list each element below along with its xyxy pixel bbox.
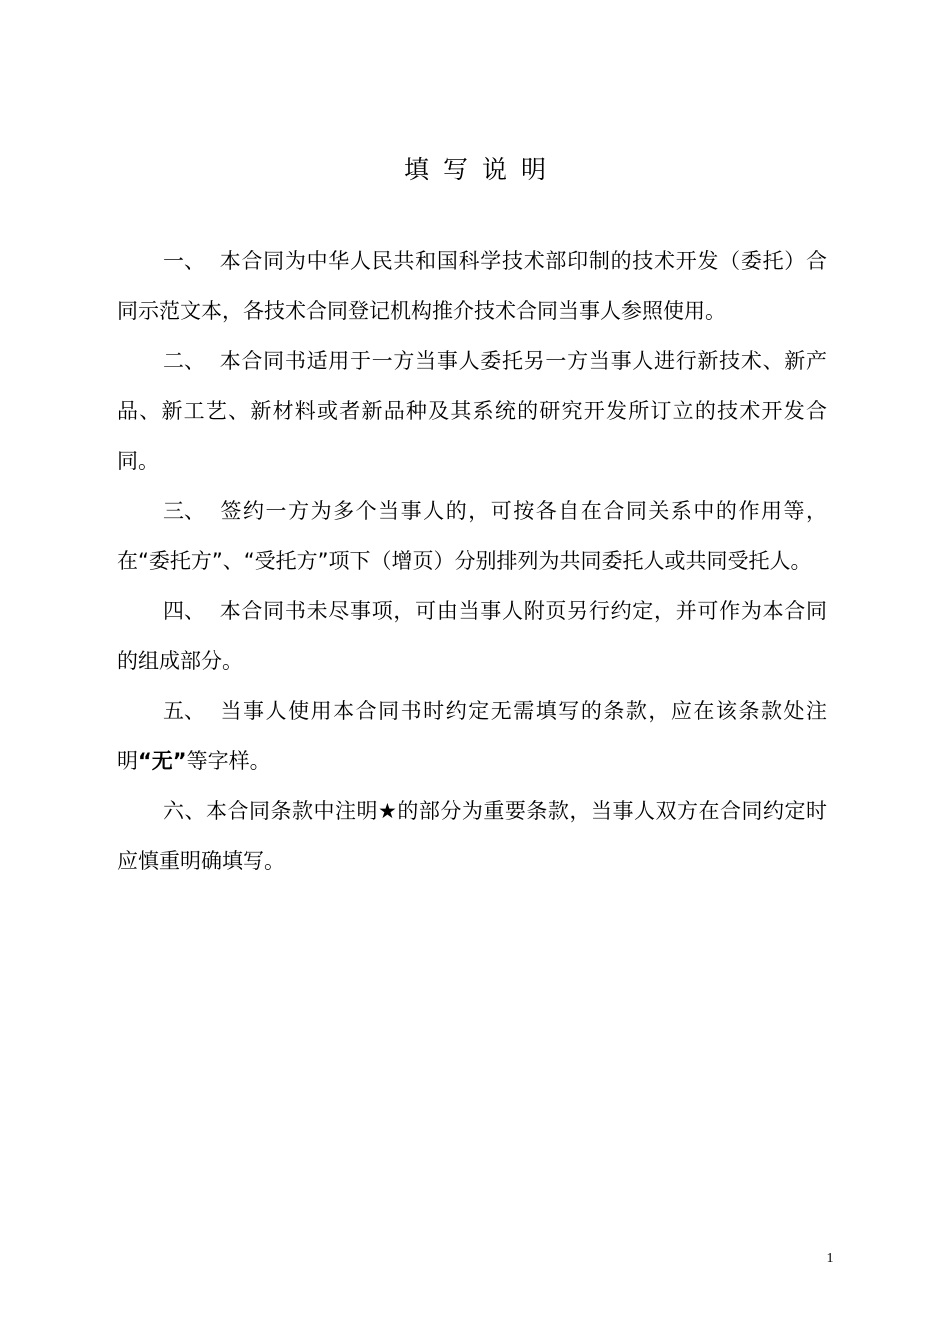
instructions-body (117, 236, 827, 886)
instruction-item-4 (117, 586, 827, 686)
item-text-after: 等字样。 (186, 749, 271, 773)
document-title: 填写说明 (403, 155, 560, 184)
item-text: 本合同为中华人民共和国科学技术部印制的技术开发（委托）合同示范文本，各技术合同登记机构推介技术合同当事人参照使用。 (117, 249, 827, 323)
item-number: 五、 (163, 699, 205, 723)
instruction-item-5 (117, 686, 827, 786)
item-text: 当事人使用本合同书时约定无需填写的条款，应在该条款处注明 (117, 699, 827, 773)
item-text: 签约一方为多个当事人的，可按各自在合同关系中的作用等，在“委托方”、“受托方”项下（增页）分别排列为共同委托人或共同受托人。 (117, 499, 827, 573)
item-number: 四、 (163, 599, 205, 623)
instruction-item-6 (117, 786, 827, 886)
page-number: 1 (826, 1251, 834, 1266)
item-text: 本合同条款中注明★的部分为重要条款，当事人双方在合同约定时应慎重明确填写。 (117, 799, 827, 873)
item-number: 一、 (163, 249, 205, 273)
item-text: 本合同书适用于一方当事人委托另一方当事人进行新技术、新产品、新工艺、新材料或者新品种及其系统的研究开发所订立的技术开发合同。 (117, 349, 827, 473)
instruction-item-3 (117, 486, 827, 586)
instruction-item-1 (117, 236, 827, 336)
item-emphasis: “无” (138, 749, 187, 773)
item-number: 二、 (163, 349, 205, 373)
instruction-item-2 (117, 336, 827, 486)
item-text: 本合同书未尽事项，可由当事人附页另行约定，并可作为本合同的组成部分。 (117, 599, 827, 673)
item-number: 六、 (163, 799, 207, 823)
item-number: 三、 (163, 499, 205, 523)
